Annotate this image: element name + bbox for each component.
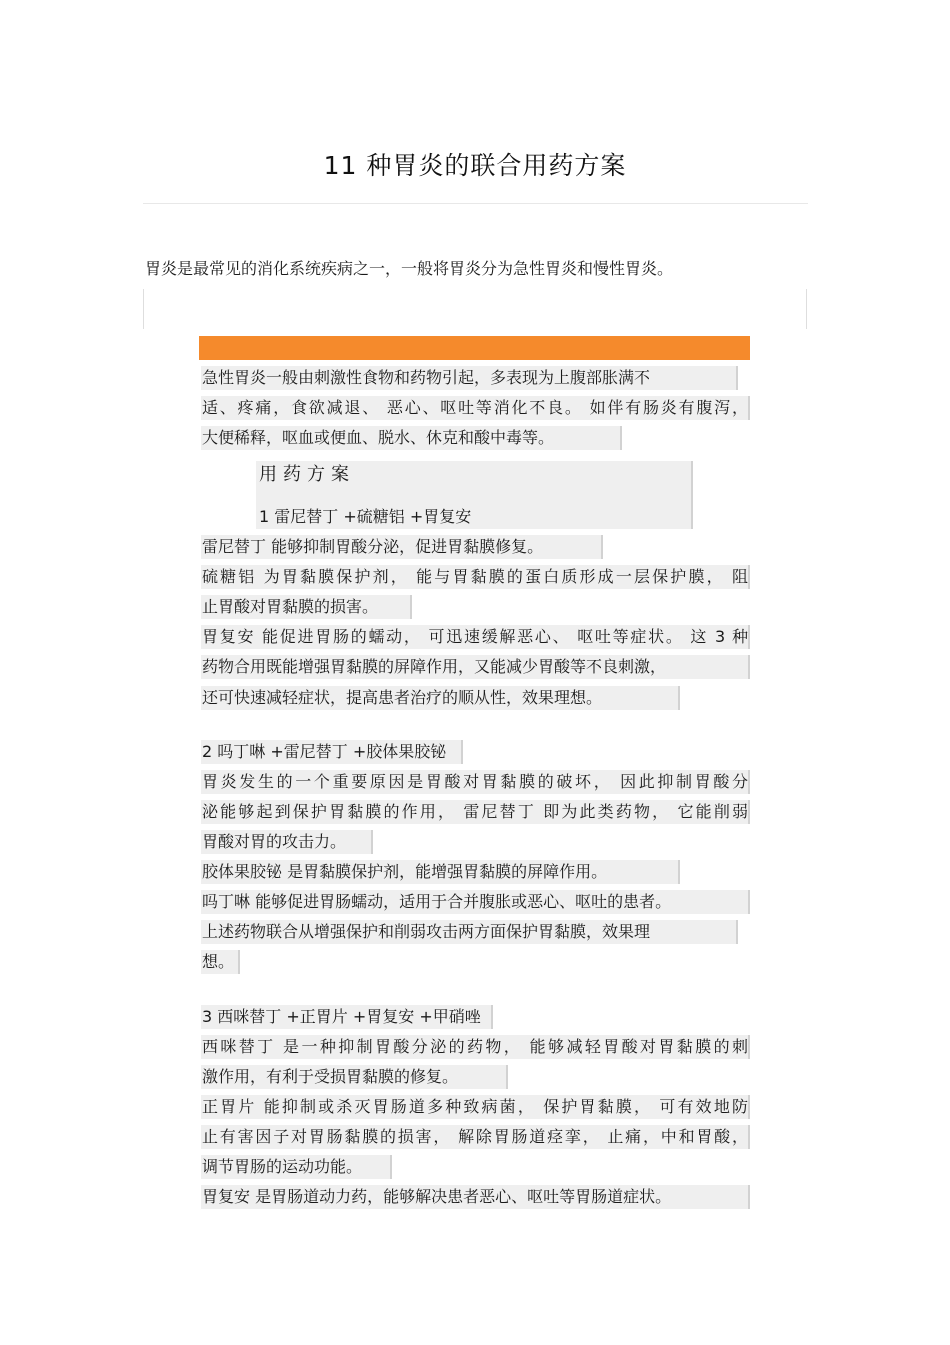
plan3-title: 3 西咪替丁 +正胃片 +胃复安 +甲硝唑 [201,1005,493,1029]
plan3-line: 正胃片 能抑制或杀灭胃肠道多种致病菌， 保护胃黏膜， 可有效地防 [201,1095,750,1119]
plan1-line: 胃复安 能促进胃肠的蠕动， 可迅速缓解恶心、 呕吐等症状。 这 3 种 [201,625,750,649]
plan2-line: 吗丁啉 能够促进胃肠蠕动，适用于合并腹胀或恶心、呕吐的患者。 [201,890,750,914]
plan2-line: 上述药物联合从增强保护和削弱攻击两方面保护胃黏膜，效果理 [201,920,738,944]
acute-line: 大便稀释，呕血或便血、脱水、休克和酸中毒等。 [201,426,622,450]
plan1-line: 止胃酸对胃黏膜的损害。 [201,595,412,619]
plan1-line: 雷尼替丁 能够抑制胃酸分泌，促进胃黏膜修复。 [201,535,603,559]
plan2-line: 想。 [201,950,240,974]
plan3-line: 西咪替丁 是一种抑制胃酸分泌的药物， 能够减轻胃酸对胃黏膜的刺 [201,1035,750,1059]
plan-heading: 用药方案 [259,464,355,485]
plan3-line: 胃复安 是胃肠道动力药，能够解决患者恶心、呕吐等胃肠道症状。 [201,1185,750,1209]
intro-paragraph: 胃炎是最常见的消化系统疾病之一，一般将胃炎分为急性胃炎和慢性胃炎。 [145,259,674,278]
plan2-line: 泌能够起到保护胃黏膜的作用， 雷尼替丁 即为此类药物， 它能削弱 [201,800,750,824]
plan2-line: 胶体果胶铋 是胃黏膜保护剂，能增强胃黏膜的屏障作用。 [201,860,680,884]
orange-header-bar [199,336,750,360]
plan1-title: 1 雷尼替丁 +硫糖铝 +胃复安 [259,507,472,526]
acute-line: 急性胃炎一般由刺激性食物和药物引起，多表现为上腹部胀满不 [201,366,738,390]
plan2-line: 胃炎发生的一个重要原因是胃酸对胃黏膜的破坏， 因此抑制胃酸分 [201,770,750,794]
plan2-line: 胃酸对胃的攻击力。 [201,830,373,854]
title-divider [143,203,808,204]
frame-right-edge [806,289,807,329]
acute-line: 适、疼痛，食欲减退、 恶心、呕吐等消化不良。 如伴有肠炎有腹泻， [201,396,750,420]
plan3-line: 调节胃肠的运动功能。 [201,1155,392,1179]
page-title: 11 种胃炎的联合用药方案 [323,151,627,180]
plan1-line: 硫糖铝 为胃黏膜保护剂， 能与胃黏膜的蛋白质形成一层保护膜， 阻 [201,565,750,589]
frame-left-edge [143,289,144,329]
plan1-line: 还可快速减轻症状，提高患者治疗的顺从性，效果理想。 [201,686,680,710]
plan3-line: 止有害因子对胃肠黏膜的损害， 解除胃肠道痉挛， 止痛，中和胃酸， [201,1125,750,1149]
plan2-title: 2 吗丁啉 +雷尼替丁 +胶体果胶铋 [201,740,463,764]
plan3-line: 激作用，有利于受损胃黏膜的修复。 [201,1065,508,1089]
plan1-line: 药物合用既能增强胃黏膜的屏障作用，又能减少胃酸等不良刺激， [201,655,750,679]
